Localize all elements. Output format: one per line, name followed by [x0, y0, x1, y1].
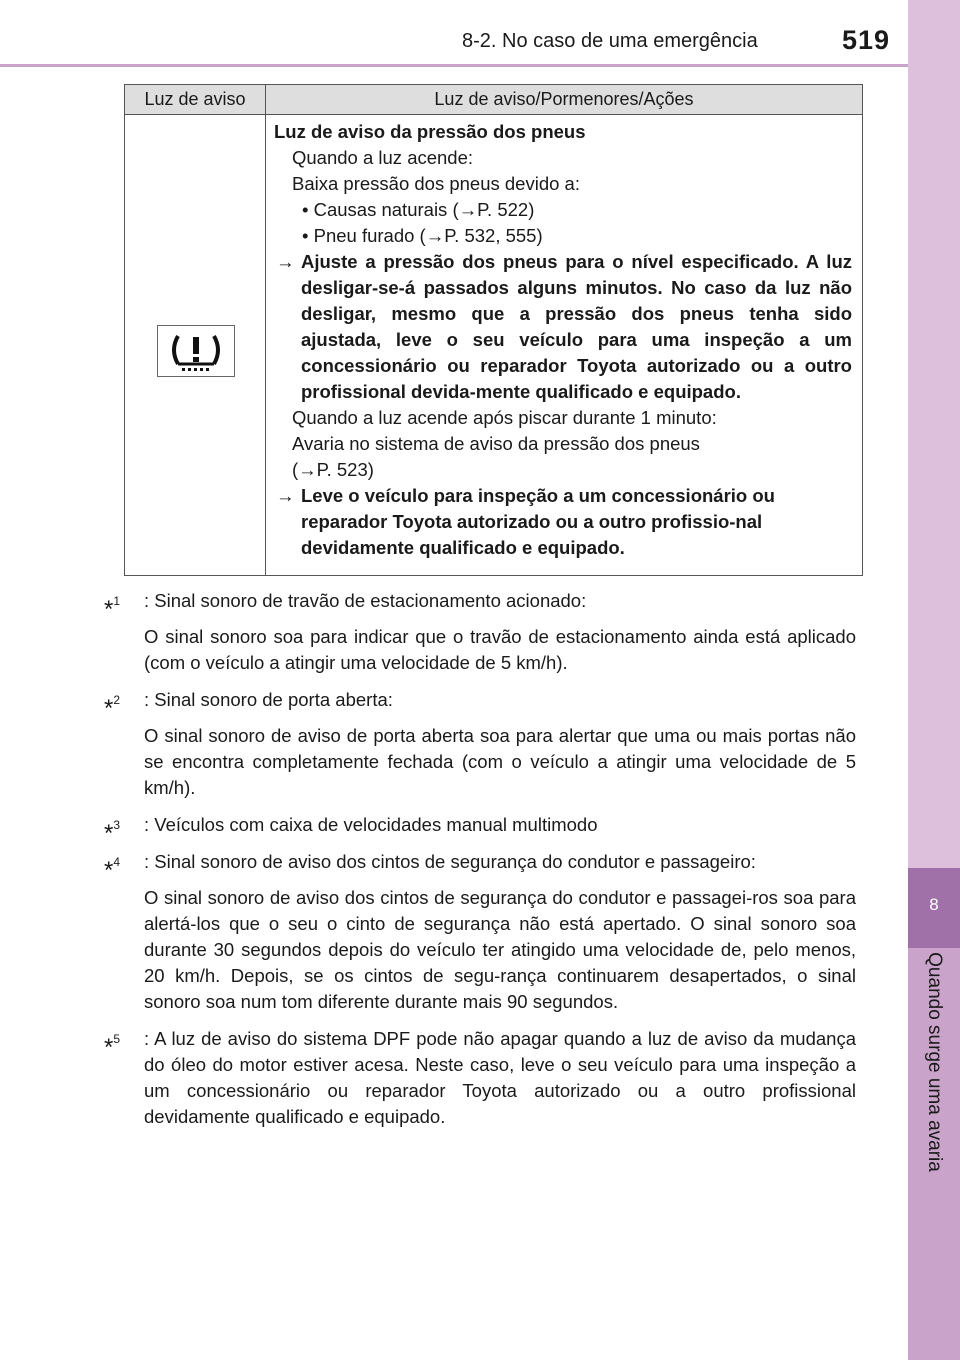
cause-intro: Baixa pressão dos pneus devido a: — [292, 173, 580, 194]
footnote — [104, 849, 856, 1015]
footnote — [104, 1026, 856, 1130]
chapter-number: 8 — [929, 895, 939, 914]
table-row — [125, 115, 862, 575]
after-flash-text: Quando a luz acende após piscar durante 1 minuto: — [292, 407, 717, 428]
footnote-title: : A luz de aviso do sistema DPF pode não apagar quando a luz de aviso da mudança do óleo do motor estiver acesa. Neste caso, leve o seu veículo para uma inspeção a um concessionário ou reparador Toyota autorizado ou a outro profissional devidamente qualificado e equipado. — [144, 1028, 856, 1127]
header-warning-light: Luz de aviso — [125, 85, 266, 114]
action-item — [274, 249, 852, 405]
table-header-row — [125, 85, 862, 115]
chapter-side-tab — [908, 0, 960, 1360]
chapter-title: Quando surge uma avaria — [924, 952, 945, 1172]
cause-item: • Causas naturais (→P. 522) — [302, 199, 535, 220]
footnote-body: O sinal sonoro soa para indicar que o travão de estacionamento ainda está aplicado (com o veículo a atingir uma velocidade de 5 km/h). — [144, 626, 856, 673]
malfunction-text: Avaria no sistema de aviso da pressão dos pneus — [292, 433, 700, 454]
icon-cell — [125, 115, 266, 575]
side-tab-upper — [908, 0, 960, 868]
footnote-marker: *$^5$ — [104, 1032, 121, 1061]
footnote-title: : Sinal sonoro de aviso dos cintos de segurança do condutor e passageiro: — [144, 851, 756, 872]
footnote — [104, 687, 856, 801]
warning-light-table — [124, 84, 863, 576]
footnote-marker: *$^1$ — [104, 594, 121, 623]
when-lit-text: Quando a luz acende: — [292, 147, 474, 168]
footnote-title: : Veículos com caixa de velocidades manual multimodo — [144, 814, 598, 835]
footnote-title: : Sinal sonoro de travão de estacionamento acionado: — [144, 590, 587, 611]
arrow-icon: → — [276, 251, 295, 272]
action-text: Leve o veículo para inspeção a um concessionário ou reparador Toyota autorizado ou a outro profissio-nal devidamente qualificado e equipado. — [301, 485, 775, 558]
page-number: 519 — [842, 25, 891, 55]
arrow-icon: → — [276, 485, 295, 506]
footnote — [104, 812, 856, 847]
section-title: 8-2. No caso de uma emergência — [462, 30, 758, 52]
action-item — [274, 483, 852, 561]
footnotes — [104, 588, 856, 1141]
header-divider — [0, 64, 908, 67]
footnote-marker: *$^4$ — [104, 855, 121, 884]
footnote-title: : Sinal sonoro de porta aberta: — [144, 689, 393, 710]
malfunction-reference: (→P. 523) — [292, 459, 374, 480]
tire-pressure-warning-icon — [157, 325, 235, 377]
footnote-body: O sinal sonoro de aviso dos cintos de segurança do condutor e passagei-ros soa para alertá-los que o seu o cinto de segurança não está apertado. O sinal sonoro soa durante 30 segundos depois do veículo ter atingido uma velocidade de, pelo menos, 20 km/h. Depois, se os cintos de segu-rança continuarem desapertados, o sinal sonoro soa num tom diferente durante mais 90 segundos. — [144, 887, 856, 1012]
cause-item: • Pneu furado (→P. 532, 555) — [302, 225, 543, 246]
details-cell — [266, 115, 862, 575]
footnote-marker: *$^3$ — [104, 818, 121, 847]
footnote-marker: *$^2$ — [104, 693, 121, 722]
footnote-body: O sinal sonoro de aviso de porta aberta soa para alertar que uma ou mais portas não se encontra completamente fechada (com o veículo a atingir uma velocidade de 5 km/h). — [144, 725, 856, 798]
footnote — [104, 588, 856, 676]
action-text: Ajuste a pressão dos pneus para o nível especificado. A luz desligar-se-á passados alguns minutos. No caso da luz não desligar, mesmo que a pressão dos pneus tenha sido ajustada, leve o seu veículo para uma inspeção a um concessionário ou reparador Toyota autorizado ou a outro profissional devida-mente qualificado e equipado. — [301, 251, 852, 402]
header-details-actions: Luz de aviso/Pormenores/Ações — [434, 89, 694, 109]
warning-title: Luz de aviso da pressão dos pneus — [274, 121, 586, 142]
